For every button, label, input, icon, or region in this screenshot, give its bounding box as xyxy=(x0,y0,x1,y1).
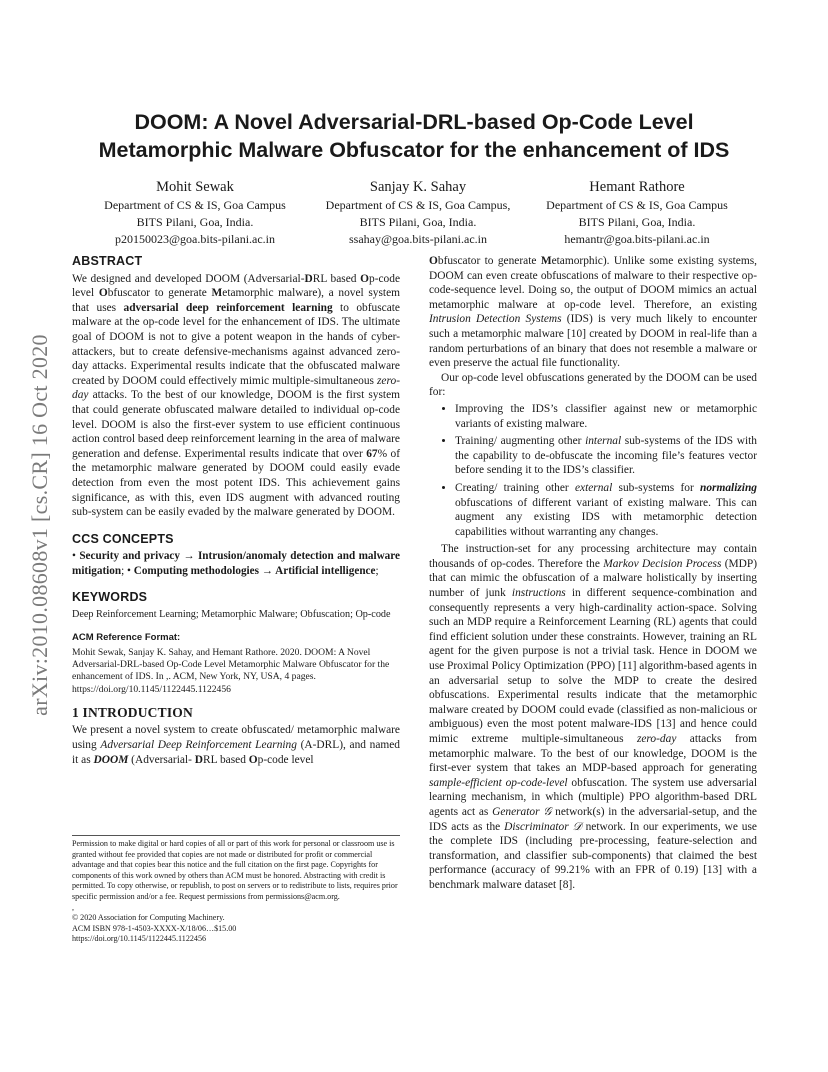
conference-placeholder: , xyxy=(72,902,75,912)
left-column xyxy=(72,254,400,767)
acm-reference-heading: ACM Reference Format: xyxy=(72,632,181,644)
author-block xyxy=(70,177,770,249)
arxiv-identifier: arXiv:2010.08608v1 [cs.CR] 16 Oct 2020 xyxy=(27,334,52,716)
right-column xyxy=(429,254,757,893)
introduction-text: We present a novel system to create obfuscated/ metamorphic malware using Adversarial Deep Reinforcement Learning (A-DRL), and named it as DOOM (Adversarial- DRL based Op-code level xyxy=(72,724,401,766)
keywords-text: Deep Reinforcement Learning; Metamorphic Malware; Obfuscation; Op-code xyxy=(72,609,391,621)
author-institution: BITS Pilani, Goa, India. xyxy=(136,215,254,229)
uses-list xyxy=(429,402,757,539)
author-name: Sanjay K. Sahay xyxy=(369,179,467,195)
list-item: • Creating/ training other external sub-systems for normalizing obfuscations of different variant of existing malware. This can augment any existing IDS with metamorphic detection capabilities without warranting any changes. xyxy=(455,481,757,539)
author-department: Department of CS & IS, Goa Campus, xyxy=(325,198,511,212)
ccs-heading: CCS CONCEPTS xyxy=(72,531,174,546)
author-department: Department of CS & IS, Goa Campus xyxy=(546,198,728,212)
abstract-text: We designed and developed DOOM (Adversarial-DRL based Op-code level Obfuscator to generate Metamorphic malware), a novel system that uses adversarial deep reinforcement learning to obfuscate malware at the op-code level for the enhancement of IDS. The ultimate goal of DOOM is not to give a potent weapon in the hands of cyber-attackers, but to create defensive-mechanisms against advanced zero-day attacks. Experimental results indicate that the obfuscated malware created by DOOM could effectively mimic multiple-simultaneous zero-day attacks. To the best of our knowledge, DOOM is the first system that could generate obfuscated malware detailed to individual op-code level. DOOM is also the first-ever system to use efficient continuous action control based deep reinforcement learning in the area of malware generation and defense. Experimental results indicate that over 67% of the metamorphic malware generated by DOOM could easily evade detection from even the most potent IDS. This achievement gains significance, as with this, even IDS augment with advanced routing sub-system can be easily evaded by the malware generated by DOOM. xyxy=(72,272,401,519)
author-1 xyxy=(70,177,320,248)
intro-paragraph-1-continued: Obfuscator to generate Metamorphic). Unlike some existing systems, DOOM can even create obfuscations of malware to their respective op-code-sequence level. Doing so, the output of DOOM mimics an actual metamorphic malware at op-code level. Therefore, an existing Intrusion Detection Systems (IDS) is very much likely to encounter such a metamorphic malware [10] created by DOOM in real-life than a random perturbations of an binary that does not resemble a malware or even preserve the actual file functionality. xyxy=(429,255,757,370)
intro-paragraph-2: Our op-code level obfuscations generated by the DOOM can be used for: xyxy=(429,371,757,399)
author-2 xyxy=(293,177,543,248)
author-name: Mohit Sewak xyxy=(156,179,234,195)
author-institution: BITS Pilani, Goa, India. xyxy=(359,215,477,229)
paper-title xyxy=(60,108,768,164)
author-email: p20150023@goa.bits-pilani.ac.in xyxy=(114,232,276,246)
copyright-notice: © 2020 Association for Computing Machinery. xyxy=(72,913,225,923)
arxiv-sidebar xyxy=(10,290,70,760)
list-item: • Improving the IDS’s classifier against new or metamorphic variants of existing malware. xyxy=(455,402,757,431)
author-name: Hemant Rathore xyxy=(589,179,685,195)
author-3 xyxy=(512,177,762,248)
permission-notice: Permission to make digital or hard copies of all or part of this work for personal or classroom use is granted without fee provided that copies are not made or distributed for profit or commercial advantage and that copies bear this notice and the full citation on the first page. Copyrights for components of this work owned by others than ACM must be honored. Abstracting with credit is permitted. To copy otherwise, or republish, to post on servers or to redistribute to lists, requires prior specific permission and/or a fee. Request permissions from permissions@acm.org. xyxy=(72,839,398,901)
acm-reference-text: Mohit Sewak, Sanjay K. Sahay, and Hemant Rathore. 2020. DOOM: A Novel Adversarial-DRL-based Op-Code Level Metamorphic Malware Obfuscator for the enhancement of IDS. In ,. ACM, New York, NY, USA, 4 pages. https://doi.org/10.1145/1122445.1122456 xyxy=(72,646,390,695)
isbn: ACM ISBN 978-1-4503-XXXX-X/18/06…$15.00 xyxy=(72,923,237,933)
keywords-heading: KEYWORDS xyxy=(72,590,148,605)
author-department: Department of CS & IS, Goa Campus xyxy=(104,198,286,212)
list-item: • Training/ augmenting other internal sub-systems of the IDS with the capability to de-obfuscate the incoming file’s features vector before sending it to the IDS’s classifier. xyxy=(455,434,757,478)
author-email: ssahay@goa.bits-pilani.ac.in xyxy=(348,232,488,246)
doi-link[interactable]: https://doi.org/10.1145/1122445.1122456 xyxy=(72,934,207,944)
intro-paragraph-3: The instruction-set for any processing architecture may contain thousands of op-codes. Therefore the Markov Decision Process (MDP) that can mimic the obfuscation of a malware holistically by inserting number of junk instructions in different sequence-combination and consequently represents a very high-cardinality action-space. Solving such an MDP require a Reinforcement Learning (RL) agents that could find efficient solution under these constraints. However, training an RL agent for the given purpose is not a trivial task. Hence in DOOM we use Proximal Policy Optimization (PPO) [11] algorithm-based agents in an adversarial setup to solve the MDP to create the desired obfuscations. Experimental results indicate that the metamorphic malware created by DOOM could evade (classified as non-malicious or ambiguous) even the most potent malware-IDS [13] and hence could mimic extreme multiple-simultaneous zero-day attacks from metamorphic malware. To the best of our knowledge, DOOM is the first-ever system that takes an MDP-based approach for generating sample-efficient op-code-level obfuscation. The system use adversarial learning mechanism, in which (multiple) PPO algorithm-based DRL agents act as Generator 𝒢 network(s) in the adversarial-setup, and the IDS acts as the Discriminator 𝒟 network. In our experiments, we use the complete IDS (including pre-processing, feature-selection and transformation, and classifier sub-components) that claimed the best performance (accuracy of 99.21% with an FPR of 0.19) [13] with a benchmark malware dataset [8]. xyxy=(429,543,758,891)
title-line-2: Metamorphic Malware Obfuscator for the enhancement of IDS xyxy=(98,138,730,162)
ccs-text: • Security and privacy → Intrusion/anomaly detection and malware mitigation; • Computing methodologies → Artificial intelligence; xyxy=(72,550,401,577)
abstract-heading: ABSTRACT xyxy=(72,254,143,268)
author-email: hemantr@goa.bits-pilani.ac.in xyxy=(564,232,710,246)
title-line-1: DOOM: A Novel Adversarial-DRL-based Op-Code Level xyxy=(134,110,694,134)
author-institution: BITS Pilani, Goa, India. xyxy=(578,215,696,229)
footnote xyxy=(72,835,400,945)
introduction-heading: 1 INTRODUCTION xyxy=(72,704,193,720)
